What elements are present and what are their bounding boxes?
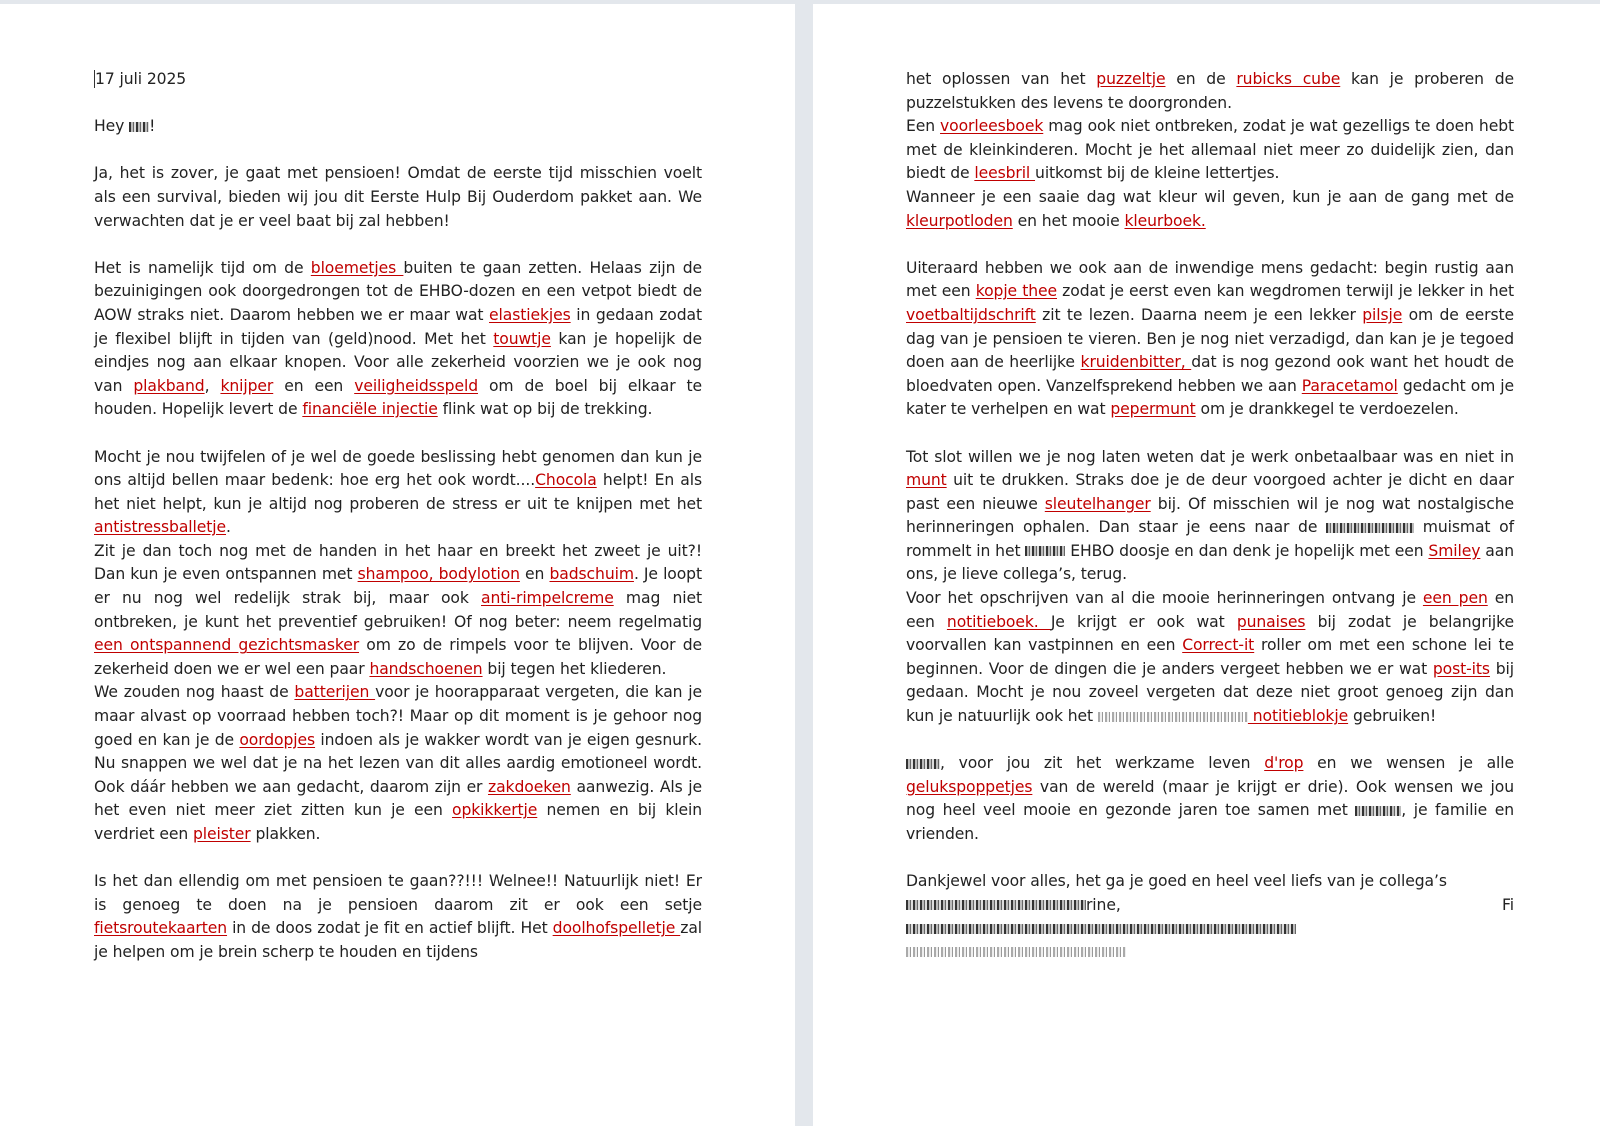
kit-item: een ontspannend gezichtsmasker bbox=[94, 636, 360, 655]
body-text: plakken. bbox=[250, 825, 321, 843]
closing-names-partial: rine, Fi bbox=[1086, 895, 1514, 914]
wishes-part-3: van de wereld (maar je krijgt er drie). Ook wensen we jou nog heel veel mooie en gezonde jaren toe samen met bbox=[906, 777, 1514, 820]
body-text: en de bbox=[1165, 70, 1237, 88]
paragraph-closing-items bbox=[906, 446, 1514, 588]
body-text: om je drankkegel te verdoezelen. bbox=[1195, 400, 1459, 419]
body-text: nemen en bij klein verdriet een bbox=[94, 801, 702, 843]
redacted-recipient-name bbox=[906, 759, 940, 769]
page-right-content bbox=[906, 68, 1514, 965]
body-text: voor je hoorapparaat vergeten, die kan je maar alvast op voorraad hebben toch?! Maar op dit moment is je gehoor nog goed en kan je de bbox=[94, 683, 702, 749]
kit-item: veiligheidsspeld bbox=[354, 376, 479, 395]
body-text: Tot slot willen we je nog laten weten dat je werk onbetaalbaar was en niet in bbox=[906, 447, 1514, 466]
body-text: helpt! En als het niet helpt, kun je altijd nog proberen de stress er uit te knijpen met het bbox=[94, 471, 702, 513]
body-text: en een bbox=[273, 376, 355, 395]
redacted-name bbox=[129, 122, 149, 132]
kit-item: pleister bbox=[193, 825, 251, 843]
redacted-company-1 bbox=[1326, 523, 1414, 533]
redacted-item-name bbox=[1098, 712, 1248, 722]
writing-text bbox=[906, 589, 1514, 725]
kit-item: pepermunt bbox=[1110, 400, 1196, 419]
body-text: het oplossen van het bbox=[906, 70, 1097, 88]
body-text: , bbox=[204, 376, 221, 395]
writing-end: gebruiken! bbox=[1348, 707, 1437, 726]
closing-line: Dankjewel voor alles, het ga je goed en heel veel liefs van je collega’s bbox=[906, 872, 1447, 891]
body-text: uitkomst bij de kleine lettertjes. bbox=[1035, 164, 1280, 183]
paragraph-wishes bbox=[906, 752, 1514, 846]
redacted-names-2 bbox=[906, 924, 1296, 934]
greeting-suffix: ! bbox=[149, 117, 156, 136]
closing-names-line-2 bbox=[906, 941, 1514, 965]
body-text: Wanneer je een saaie dag wat kleur wil geven, kun je aan de gang met de bbox=[906, 187, 1514, 206]
body-text: . Je loopt er nu nog wel redelijk strak bij, maar ook bbox=[94, 565, 702, 608]
body-text: Is het dan ellendig om met pensioen te gaan??!!! Welnee!! Natuurlijk niet! Er is genoeg te doen na je pensioen daarom zit er ook een setje bbox=[94, 872, 702, 914]
greeting-prefix: Hey bbox=[94, 117, 130, 136]
kit-item: punaises bbox=[1236, 612, 1306, 631]
redacted-partner-name bbox=[1355, 806, 1401, 816]
kit-item: plakband bbox=[133, 376, 205, 395]
kit-item: Correct-it bbox=[1182, 636, 1255, 655]
kit-item: Chocola bbox=[535, 471, 597, 490]
kit-item: munt bbox=[906, 471, 947, 490]
kit-item: touwtje bbox=[493, 329, 551, 348]
body-text: om de boel bij elkaar te houden. Hopelijk levert de bbox=[94, 376, 702, 419]
kit-item: shampoo, bodylotion bbox=[357, 565, 520, 584]
wishes-part-2: en we wensen je alle bbox=[1303, 754, 1514, 773]
body-text: zit te lezen. Daarna neem je een lekker bbox=[1035, 305, 1363, 324]
kit-item: kleurpotloden bbox=[906, 211, 1013, 230]
kit-item: handschoenen bbox=[369, 659, 483, 678]
body-text: en een bbox=[906, 589, 1514, 631]
wishes-part-4: , je familie en vrienden. bbox=[906, 801, 1514, 843]
closing-items-part-2: muismat of rommelt in het bbox=[906, 518, 1514, 560]
kit-item: zakdoeken bbox=[487, 777, 571, 796]
body-text: uit te drukken. Straks doe je de deur voorgoed achter je dicht en daar past een nieuwe bbox=[906, 471, 1514, 513]
paragraph-hearing bbox=[94, 681, 702, 846]
body-text: in gedaan zodat je flexibel blijft in tijden van (geld)nood. Met het bbox=[94, 305, 702, 348]
body-text: flink wat op bij de trekking. bbox=[437, 400, 653, 419]
kit-item: rubicks cube bbox=[1236, 70, 1341, 88]
paragraph-activities bbox=[94, 870, 702, 964]
body-text: in de doos zodat je fit en actief blijft. Het bbox=[227, 919, 553, 938]
date-line[interactable] bbox=[94, 68, 702, 92]
kit-item: doolhofspelletje bbox=[552, 919, 681, 938]
paragraph-kit-items bbox=[94, 257, 702, 422]
body-text: . bbox=[226, 518, 231, 537]
body-text: roller om met een schone lei te beginnen. Voor de dingen die je anders vergeet hebben we er wat bbox=[906, 636, 1514, 678]
redacted-names-1 bbox=[906, 900, 1086, 910]
body-text: aan ons, je lieve collega’s, terug. bbox=[906, 541, 1514, 584]
body-text: Voor het opschrijven van al die mooie herinneringen ontvang je bbox=[906, 589, 1423, 608]
body-text: bij zodat je belangrijke voorvallen kan vastpinnen en een bbox=[906, 612, 1514, 655]
letter-date: 17 juli 2025 bbox=[95, 70, 187, 88]
closing-names-line bbox=[906, 894, 1514, 941]
body-text: dat is nog gezond ook want het houdt de bloedvaten open. Vanzelfsprekend hebben we aan bbox=[906, 353, 1514, 395]
body-text: indoen als je wakker wordt van je eigen gesnurk. Nu snappen we wel dat je na het lezen van dit alles aardig emotioneel wordt. Ook dáár hebben we aan gedacht, daarom zijn er bbox=[94, 730, 702, 796]
redacted-names-3 bbox=[906, 947, 1126, 957]
kit-item: puzzeltje bbox=[1096, 70, 1166, 88]
kit-item: financiële injectie bbox=[302, 400, 438, 419]
redacted-company-2 bbox=[1025, 546, 1065, 556]
paragraph-intro: Ja, het is zover, je gaat met pensioen! Omdat de eerste tijd misschien voelt als een survival, bieden wij jou dit Eerste Hulp Bij Ouderdom pakket aan. We verwachten dat je er veel baat bij zal hebben! bbox=[94, 164, 702, 230]
body-text: Zit je dan toch nog met de handen in het haar en breekt het zweet je uit?! Dan kun je even ontspannen met bbox=[94, 541, 702, 584]
kit-item: kruidenbitter, bbox=[1080, 353, 1192, 372]
body-text: Een bbox=[906, 117, 941, 136]
kit-item: anti-rimpelcreme bbox=[481, 589, 614, 608]
kit-item: leesbril bbox=[974, 164, 1036, 183]
body-text: buiten te gaan zetten. Helaas zijn de bezuinigingen ook doorgedrongen tot de EHBO-dozen en een vetpot biedt de AOW straks niet. Daarom hebben we er maar wat bbox=[94, 258, 702, 324]
kit-item: notitieboek. bbox=[946, 612, 1051, 631]
paragraph-care bbox=[94, 540, 702, 682]
kit-item: kopje thee bbox=[975, 282, 1057, 301]
kit-item: sleutelhanger bbox=[1044, 494, 1151, 513]
body-text: Uiteraard hebben we ook aan de inwendige mens gedacht: begin rustig aan met een bbox=[906, 258, 1514, 301]
body-text: mag ook niet ontbreken, zodat je wat gezelligs te doen hebt met de kleinkinderen. Mocht je het allemaal niet meer zo duidelijk zien, dan biedt de bbox=[906, 117, 1515, 183]
body-text: Mocht je nou twijfelen of je wel de goede beslissing hebt genomen dan kun je ons altijd bellen maar bedenk: hoe erg het ook wordt.... bbox=[94, 447, 702, 490]
body-text: bij tegen het kliederen. bbox=[482, 659, 667, 678]
body-text: kan je proberen de puzzelstukken des levens te doorgronden. bbox=[906, 70, 1514, 112]
notitieblokje-item: notitieblokje bbox=[1247, 707, 1349, 726]
paragraph-writing bbox=[906, 587, 1514, 729]
kit-item: badschuim bbox=[549, 565, 634, 584]
kit-item: antistressballetje bbox=[94, 518, 226, 537]
kit-item: bloemetjes bbox=[310, 258, 404, 277]
document-page-right bbox=[813, 4, 1600, 1126]
kit-item: een pen bbox=[1422, 589, 1488, 608]
wishes-part-1: , voor jou zit het werkzame leven bbox=[940, 754, 1265, 773]
drop-item: d'rop bbox=[1264, 754, 1304, 773]
kit-item: Paracetamol bbox=[1301, 376, 1398, 395]
kit-item: voetbaltijdschrift bbox=[906, 305, 1036, 324]
kit-item: kleurboek. bbox=[1124, 211, 1206, 230]
body-text: zal je helpen om je brein scherp te houden en tijdens bbox=[94, 919, 703, 961]
body-text: zodat je eerst even kan wegdromen terwijl je lekker in het bbox=[1057, 282, 1514, 301]
kit-item: voorleesboek bbox=[940, 117, 1044, 136]
body-text: mag niet ontbreken, je kunt het preventief gebruiken! Of nog beter: neem regelmatig bbox=[94, 589, 702, 631]
body-text: gedacht om je kater te verhelpen en wat bbox=[906, 376, 1514, 419]
greeting-line bbox=[94, 115, 702, 139]
document-page-left bbox=[0, 4, 795, 1126]
kit-item: post-its bbox=[1432, 659, 1490, 678]
body-text: en het mooie bbox=[1012, 211, 1125, 230]
kit-item: elastiekjes bbox=[489, 305, 571, 324]
kit-item: Smiley bbox=[1428, 541, 1481, 560]
page-left-content bbox=[94, 68, 702, 965]
body-text: om de eerste dag van je pensioen te vieren. Ben je nog niet verzadigd, dan kan je je tegoed doen aan de heerlijke bbox=[906, 305, 1514, 372]
body-text: aanwezig. Als je het even niet meer ziet zitten kun je een bbox=[94, 777, 703, 820]
body-text: We zouden nog haast de bbox=[94, 683, 295, 702]
body-text: om zo de rimpels voor te blijven. Voor de zekerheid doen we er wel een paar bbox=[94, 636, 702, 678]
body-text: Het is namelijk tijd om de bbox=[94, 258, 311, 277]
kit-item: opkikkertje bbox=[452, 801, 538, 820]
paragraph-food-drink bbox=[906, 257, 1514, 422]
body-text: Je krijgt er ook wat bbox=[1050, 612, 1237, 631]
kit-item: fietsroutekaarten bbox=[94, 919, 228, 938]
paragraph-reading bbox=[906, 115, 1514, 186]
body-text: en bbox=[519, 565, 550, 584]
body-text: kan je hopelijk de eindjes nog aan elkaar knopen. Voor alle zekerheid voorzien we je ook nog van bbox=[94, 329, 702, 395]
kit-item: batterijen bbox=[294, 683, 376, 702]
body-text: EHBO doosje en dan denk je hopelijk met een bbox=[1065, 541, 1429, 560]
body-text: bij. Of misschien wil je nog wat nostalgische herinneringen ophalen. Dan staar je eens naar de bbox=[906, 494, 1514, 537]
paragraph-chocola bbox=[94, 446, 702, 540]
kit-item: oordopjes bbox=[239, 730, 316, 749]
kit-item: pilsje bbox=[1362, 305, 1403, 324]
gelukspoppetjes-item: gelukspoppetjes bbox=[906, 777, 1033, 796]
kit-item: knijper bbox=[220, 376, 274, 395]
body-text: bij gedaan. Mocht je nou zoveel vergeten dat deze niet groot genoeg zijn dan kun je natuurlijk ook het bbox=[906, 659, 1514, 726]
paragraph-colouring bbox=[906, 186, 1514, 233]
paragraph-puzzle bbox=[906, 68, 1514, 115]
